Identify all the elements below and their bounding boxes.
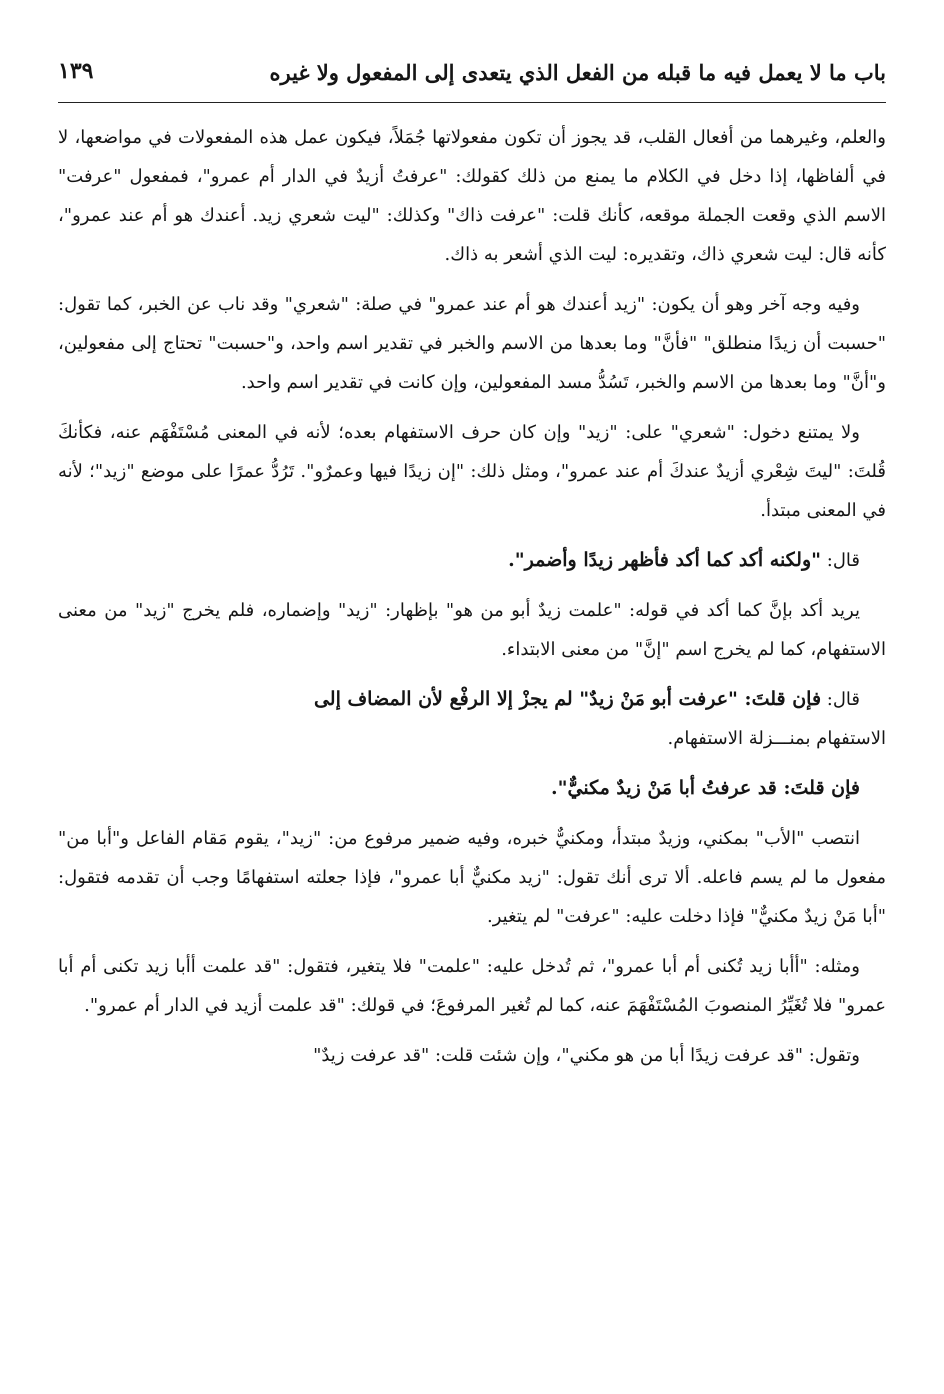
paragraph-1: والعلم، وغيرهما من أفعال القلب، قد يجوز أن تكون مفعولاتها جُمَلاً، فيكون عمل هذه المفعولات في مواضعها، لا في ألفاظها، إذا دخل في الكلام ما يمنع من ذلك كقولك: "عرفتُ أزيدٌ في الدار أم عمرو"، فمفعول "عرفت" الاسم الذي وقعت الجملة موقعه، كأنك قلت: "عرفت ذاك" وكذلك: "ليت شعري زيد. أعندك هو أم عند عمرو"، كأنه قال: ليت شعري ذاك، وتقديره: ليت الذي أشعر به ذاك. [58, 127, 886, 265]
paragraph-3: ولا يمتنع دخول: "شعري" على: "زيد" وإن كان حرف الاستفهام بعده؛ لأنه في المعنى مُسْتَفْهَم عنه، فكأنكَ قُلتَ: "ليتَ شِعْري أزيدٌ عندكَ أم عند عمرو"، ومثل ذلك: "إن زيدًا فيها وعمرٌو". تَرُدُّ عمرًا على موضع "زيد"؛ لأنه في المعنى مبتدأ. [58, 422, 886, 521]
quote-paragraph-3 [58, 769, 886, 808]
page-body-text [58, 118, 886, 1374]
quote-2-text: فإن قلتَ: "عرفت أبو مَنْ زيدٌ" لم يجزْ إلا الرفْع لأن المضاف إلى [313, 688, 822, 710]
paragraph-7: ومثله: "أأبا زيد تُكنى أم أبا عمرو"، ثم تُدخل عليه: "علمت" فلا يتغير، فتقول: "قد علمت أأبا زيد تكنى أم أبا عمرو" فلا تُغَيِّرُ المنصوبَ المُسْتَفْهَمَ عنه، كما لم تُغير المرفوعَ؛ في قولك: "قد علمت أزيد في الدار أم عمرو". [58, 956, 886, 1016]
paragraph-6: انتصب "الأب" بمكني، وزيدٌ مبتدأ، ومكنيٌّ خبره، وفيه ضمير مرفوع من: "زيد"، يقوم مَقام الفاعل و"أبا من" مفعول ما لم يسم فاعله. ألا ترى أنك تقول: "زيد مكنيٌّ أبا عمرو"، فإذا جعلته استفهامًا وجب أن تقدمه فتقول: "أبا مَنْ زيدٌ مكنيٌّ" فإذا دخلت عليه: "عرفت" لم يتغير. [58, 828, 886, 927]
paragraph-4: يريد أكد بإنَّ كما أكد في قوله: "علمت زيدٌ أبو من هو" بإظهار: "زيد" وإضماره، فلم يخرج "زيد" من معنى الاستفهام، كما لم يخرج اسم "إنَّ" من معنى الابتداء. [58, 600, 886, 660]
paragraph-8: وتقول: "قد عرفت زيدًا أبا من هو مكني"، وإن شئت قلت: "قد عرفت زيدٌ" [313, 1045, 860, 1066]
quote-3-text: فإن قلتَ: قد عرفتُ أبا مَنْ زيدٌ مكنيٌّ". [551, 777, 860, 799]
running-header [58, 52, 886, 103]
quote-paragraph-2 [58, 680, 886, 719]
page-number: ١٣٩ [58, 58, 94, 84]
paragraph-2: وفيه وجه آخر وهو أن يكون: "زيد أعندك هو أم عند عمرو" في صلة: "شعري" وقد ناب عن الخبر، كما تقول: "حسبت أن زيدًا منطلق" "فأنَّ" وما بعدها من الاسم والخبر في تقدير اسم واحد، و"حسبت" تحتاج إلى مفعولين، و"أنَّ" وما بعدها من الاسم والخبر، تَسُدُّ مسد المفعولين، وإن كانت في تقدير اسم واحد. [58, 294, 886, 393]
quote-2-lead: قال: [821, 689, 860, 710]
quote-1-text: "ولكنه أكد كما أكد فأظهر زيدًا وأضمر". [508, 549, 822, 571]
quote-1-lead: قال: [821, 550, 860, 571]
chapter-running-title: باب ما لا يعمل فيه ما قبله من الفعل الذي يتعدى إلى المفعول ولا غيره [269, 60, 886, 85]
quote-paragraph-1 [58, 541, 886, 580]
paragraph-5: الاستفهام بمنـــزلة الاستفهام. [667, 728, 886, 749]
